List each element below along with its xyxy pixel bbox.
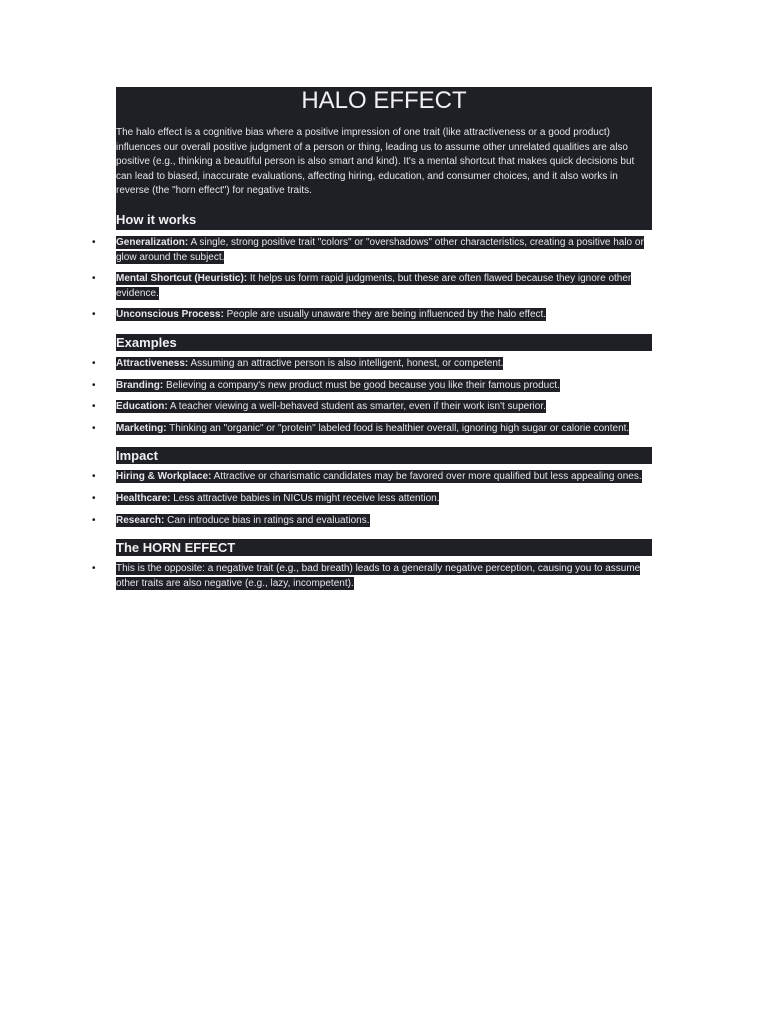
bullet-icon: • [92,422,96,434]
list-item-description: Can introduce bias in ratings and evaluations. [164,514,370,526]
section-heading-the-horn-effect: The HORN EFFECT [116,539,652,556]
list-item [92,514,652,529]
list-item [92,379,652,394]
bullet-list [92,470,652,528]
bullet-icon: • [92,514,96,526]
intro-block [116,87,652,230]
list-item-term: Education: [116,401,168,413]
list-item [92,308,652,323]
list-item [92,400,652,415]
sections-container [92,236,652,591]
list-item [92,492,652,507]
bullet-icon: • [92,379,96,391]
list-item [92,236,652,265]
list-item-term: Mental Shortcut (Heuristic): [116,273,248,285]
list-item-text [116,272,631,300]
list-item [92,357,652,372]
list-item [92,422,652,437]
list-item-term: Research: [116,514,165,526]
intro-paragraph: The halo effect is a cognitive bias where a positive impression of one trait (like attractiveness or a good product) influences our overall positive judgment of a person or thing, leading us to assume other unrelated qualities are also positive (e.g., thinking a beautiful person is also smart and kind). It's a mental shortcut that makes quick decisions but can lead to biased, inaccurate evaluations, affecting hiring, education, and consumer choices, and it also works in reverse (the "horn effect") for negative traits. [116,127,635,197]
bullet-list [92,357,652,436]
section-heading-how-it-works: How it works [116,211,652,228]
section-heading-impact: Impact [116,447,652,464]
list-item-text [116,492,439,505]
list-item [92,470,652,485]
list-item-text [116,236,644,264]
bullet-icon: • [92,492,96,504]
list-item-term: Healthcare: [116,492,171,504]
list-item-description: Less attractive babies in NICUs might receive less attention. [170,492,440,504]
list-item-description: People are usually unaware they are being influenced by the halo effect. [223,309,547,321]
list-item-text [116,514,370,527]
bullet-icon: • [92,357,96,369]
bullet-icon: • [92,309,96,321]
bullet-icon: • [92,401,96,413]
list-item-term: Generalization: [116,236,189,248]
list-item-term: Attractiveness: [116,357,189,369]
section-heading-examples: Examples [116,334,652,351]
list-item-text [116,379,560,392]
list-item-text [116,562,640,590]
list-item [92,562,652,591]
list-item-text [116,308,546,321]
list-item-term: Marketing: [116,422,167,434]
document-page [92,87,652,591]
bullet-icon: • [92,236,96,248]
list-item-term: Branding: [116,379,164,391]
list-item [92,272,652,301]
list-item-description: A single, strong positive trait "colors" or "overshadows" other characteristics, creating a positive halo or glow around the subject. [116,236,644,263]
list-item-text [116,357,503,370]
list-item-description: It helps us form rapid judgments, but these are often flawed because they ignore other evidence. [116,273,632,299]
list-item-description: Assuming an attractive person is also intelligent, honest, or competent. [188,357,504,369]
document-title: HALO EFFECT [301,87,467,114]
bullet-icon: • [92,471,96,483]
list-item-text [116,470,642,483]
list-item-description: Believing a company's new product must be good because you like their famous product. [163,379,560,391]
list-item-description: This is the opposite: a negative trait (e.g., bad breath) leads to a generally negative perception, causing you to assume other traits are also negative (e.g., lazy, incompetent). [116,563,641,589]
bullet-list [92,562,652,591]
list-item-description: Attractive or charismatic candidates may be favored over more qualified but less appealing ones. [211,471,642,483]
list-item-text [116,400,546,413]
list-item-term: Unconscious Process: [116,309,224,321]
bullet-icon: • [92,563,96,575]
list-item-description: A teacher viewing a well-behaved student as smarter, even if their work isn't superior. [167,401,546,413]
list-item-description: Thinking an "organic" or "protein" labeled food is healthier overall, ignoring high sugar or calorie content. [166,422,630,434]
list-item-term: Hiring & Workplace: [116,471,212,483]
list-item-text [116,422,629,435]
bullet-list [92,236,652,323]
bullet-icon: • [92,273,96,285]
